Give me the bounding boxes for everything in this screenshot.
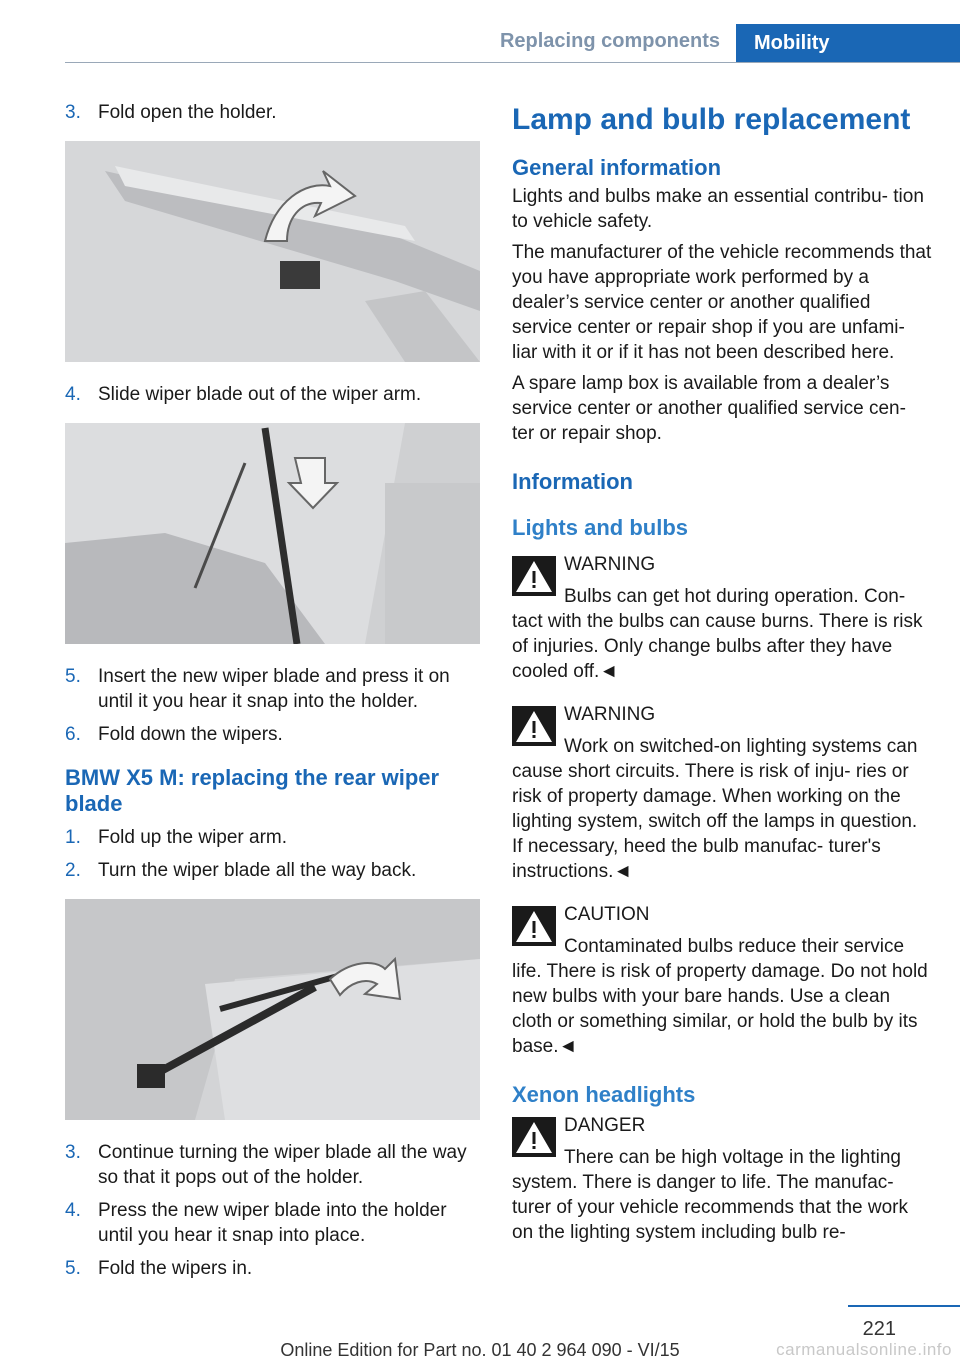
right-column xyxy=(512,100,932,1245)
danger-title: DANGER xyxy=(564,1115,646,1136)
footer-rule xyxy=(848,1305,960,1307)
edition-footer: Online Edition for Part no. 01 40 2 964 090 - VI/15 xyxy=(280,1340,680,1360)
step-item xyxy=(65,100,480,125)
section-heading-information: Information xyxy=(512,469,633,494)
step-item xyxy=(65,664,480,714)
step-text: Fold open the holder. xyxy=(98,102,277,123)
step-number: 3. xyxy=(65,102,81,123)
running-header-section: Replacing components xyxy=(499,30,720,52)
step-text: Slide wiper blade out of the wiper arm. xyxy=(98,384,422,405)
step-number: 5. xyxy=(65,1258,81,1279)
warning-triangle-icon xyxy=(512,706,556,746)
chapter-tab: Mobility xyxy=(736,24,960,63)
paragraph: Lights and bulbs make an essential contribu- tion to vehicle safety. xyxy=(512,186,924,232)
warning-block xyxy=(512,702,932,884)
step-item xyxy=(65,1140,480,1190)
step-item xyxy=(65,382,480,407)
danger-block xyxy=(512,1113,932,1245)
section-heading-general: General information xyxy=(512,155,722,180)
step-number: 4. xyxy=(65,384,81,405)
step-number: 2. xyxy=(65,860,81,881)
step-item xyxy=(65,825,480,850)
page-number: 221 xyxy=(862,1318,896,1340)
watermark: carmanualsonline.info xyxy=(776,1340,952,1359)
step-text: Continue turning the wiper blade all the way so that it pops out of the holder. xyxy=(98,1142,467,1188)
step-text: Fold the wipers in. xyxy=(98,1258,253,1279)
warning-block xyxy=(512,552,932,684)
step-item xyxy=(65,722,480,747)
caution-block xyxy=(512,902,932,1059)
step-text: Insert the new wiper blade and press it on until it you hear it snap into the holder. xyxy=(98,666,450,712)
wiper-holder-illustration xyxy=(65,141,480,362)
warning-triangle-icon xyxy=(512,1117,556,1157)
paragraph: A spare lamp box is available from a dealer’s service center or another qualified service cen- ter or repair shop. xyxy=(512,373,906,444)
step-item xyxy=(65,858,480,883)
step-number: 1. xyxy=(65,827,81,848)
section-heading-rear-wiper: BMW X5 M: replacing the rear wiper blade xyxy=(65,765,440,816)
step-number: 4. xyxy=(65,1200,81,1221)
warning-title: WARNING xyxy=(564,704,656,725)
figure-fold-open-holder xyxy=(65,141,480,362)
windshield-wiper-illustration xyxy=(65,423,480,644)
step-text: Fold up the wiper arm. xyxy=(98,827,288,848)
figure-slide-blade-out xyxy=(65,423,480,644)
header-rule xyxy=(65,62,960,63)
left-column xyxy=(65,100,480,1289)
danger-text: There can be high voltage in the lighting system. There is danger to life. The manufac- turer of your vehicle recommends that the work on the lighting system including bulb re- xyxy=(512,1147,909,1243)
step-text: Fold down the wipers. xyxy=(98,724,283,745)
caution-text: Contaminated bulbs reduce their service life. There is risk of property damage. Do not hold new bulbs with your bare hands. Use a clean cloth or something similar, or hold the bulb by its base.◄ xyxy=(512,936,928,1057)
step-number: 3. xyxy=(65,1142,81,1163)
paragraph: The manufacturer of the vehicle recommends that you have appropriate work performed by a dealer’s service center or another qualified service center or repair shop if you are unfami- liar with it or if it has not been described here. xyxy=(512,242,932,363)
step-text: Press the new wiper blade into the holder until you hear it snap into place. xyxy=(98,1200,447,1246)
step-item xyxy=(65,1256,480,1281)
figure-rear-wiper xyxy=(65,899,480,1120)
step-item xyxy=(65,1198,480,1248)
warning-title: WARNING xyxy=(564,554,656,575)
subsection-heading-xenon: Xenon headlights xyxy=(512,1082,696,1107)
step-text: Turn the wiper blade all the way back. xyxy=(98,860,417,881)
rear-wiper-illustration xyxy=(65,899,480,1120)
warning-triangle-icon xyxy=(512,906,556,946)
warning-text: Bulbs can get hot during operation. Con- tact with the bulbs can cause burns. There is risk of injuries. Only change bulbs after they have cooled off.◄ xyxy=(512,586,923,682)
step-number: 5. xyxy=(65,666,81,687)
step-number: 6. xyxy=(65,724,81,745)
warning-text: Work on switched-on lighting systems can cause short circuits. There is risk of inju- ries or risk of property damage. When working on the lighting system, switch off the lamps in question. If necessary, heed the bulb manufac- turer's instructions.◄ xyxy=(512,736,918,882)
subsection-heading-lights: Lights and bulbs xyxy=(512,515,688,540)
caution-title: CAUTION xyxy=(564,904,650,925)
warning-triangle-icon xyxy=(512,556,556,596)
page-title: Lamp and bulb replacement xyxy=(512,103,911,136)
